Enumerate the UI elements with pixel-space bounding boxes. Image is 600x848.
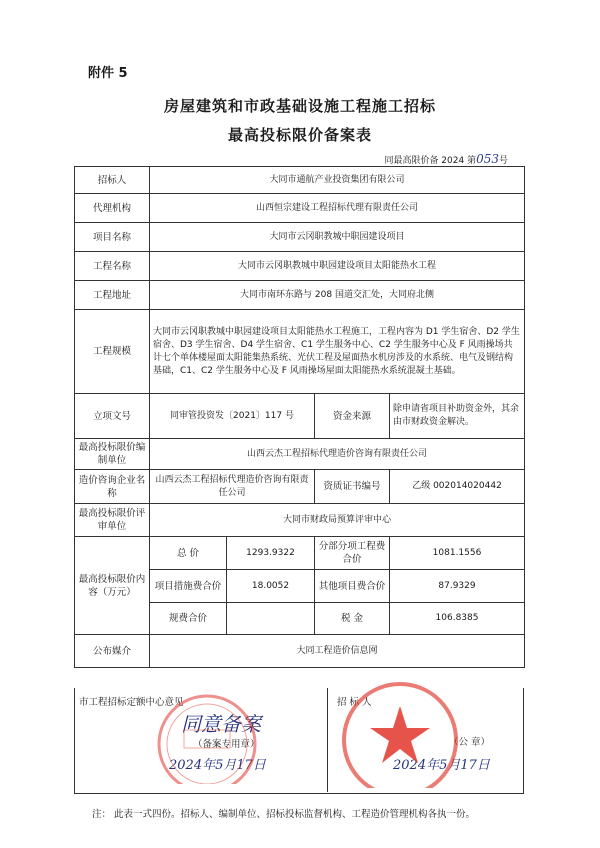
left-date: 2024年5月17日: [169, 758, 266, 773]
cert-label: 资质证书编号: [315, 470, 390, 504]
measure-label: 项目措施费合价: [150, 570, 227, 603]
footnote: 注： 此表一式四份。招标人、编制单位、招标投标监督机构、工程造价管理机构各执一份。: [92, 809, 476, 820]
tax-label: 税 金: [315, 603, 390, 635]
right-title: 招 标 人: [337, 697, 372, 708]
row-media: [75, 635, 525, 668]
row-scale: [75, 310, 525, 394]
compiler-value: 山西云杰工程招标代理造价咨询有限责任公司: [150, 439, 525, 470]
filing-suffix: 号: [498, 156, 508, 166]
consult-value: 山西云杰工程招标代理造价咨询有限责任公司: [150, 470, 315, 504]
consult-label: 造价咨询企业名称: [75, 470, 150, 504]
row-compiler: [75, 439, 525, 470]
other-label: 其他项目费合价: [315, 570, 390, 603]
filing-number-handwritten: 053: [476, 152, 499, 166]
row-reviewer: [75, 504, 525, 537]
fund-source-value: 除申请省项目补助资金外，其余由市财政资金解决。: [390, 394, 525, 439]
scale-label: 工程规模: [75, 310, 150, 394]
row-project: [75, 223, 525, 252]
row-approval: [75, 394, 525, 439]
approval-value: 同审管投资发〔2021〕117 号: [150, 394, 315, 439]
total-label: 总 价: [150, 537, 227, 570]
tenderer-label: 招标人: [75, 167, 150, 194]
sub-value: 1081.1556: [390, 537, 525, 570]
tenderer-value: 大同市通航产业投资集团有限公司: [150, 167, 525, 194]
measure-value: 18.0052: [227, 570, 315, 603]
left-seal-note: （备案专用章）: [193, 739, 260, 750]
left-opinion-title: 市工程招标定额中心意见: [79, 697, 184, 708]
right-date: 2024年5月17日: [393, 758, 490, 773]
tax-value: 106.8385: [390, 603, 525, 635]
tenderer-seal-icon: [330, 676, 470, 788]
left-signature: 同意备案: [181, 712, 261, 736]
fee-value: [227, 603, 315, 635]
row-agency: [75, 194, 525, 223]
filing-prefix: 同最高限价备 2024 第: [384, 156, 477, 166]
address-label: 工程地址: [75, 281, 150, 310]
fee-label: 规费合价: [150, 603, 227, 635]
agency-value: 山西恒宗建设工程招标代理有限责任公司: [150, 194, 525, 223]
cert-value: 乙级 002014020442: [390, 470, 525, 504]
project-label: 项目名称: [75, 223, 150, 252]
agency-label: 代理机构: [75, 194, 150, 223]
sub-label: 分部分项工程费合价: [315, 537, 390, 570]
filing-seal-icon: [146, 690, 268, 784]
other-value: 87.9329: [390, 570, 525, 603]
row-consult: [75, 470, 525, 504]
row-tenderer: [75, 167, 525, 194]
filing-number: [384, 152, 508, 166]
filing-table: [74, 166, 525, 668]
address-value: 大同市南环东路与 208 国道交汇处，大同府北侧: [150, 281, 525, 310]
reviewer-label: 最高投标限价评审单位: [75, 504, 150, 537]
row-total: [75, 537, 525, 570]
row-address: [75, 281, 525, 310]
project-value: 大同市云冈职教城中职园建设项目: [150, 223, 525, 252]
total-value: 1293.9322: [227, 537, 315, 570]
compiler-label: 最高投标限价编制单位: [75, 439, 150, 470]
title-line-2: 最高投标限价备案表: [227, 126, 372, 144]
attachment-label: 附件 5: [88, 66, 128, 81]
signature-divider: [327, 688, 328, 792]
media-value: 大同工程造价信息网: [150, 635, 525, 668]
scale-value: 大同市云冈职教城中职园建设项目太阳能热水工程施工，工程内容为 D1 学生宿舍、D2 学生宿舍、D3 学生宿舍、D4 学生宿舍、C1 学生服务中心、C2 学生服务中心及 F 风雨操场共计七个单体楼屋面太阳能集热系统、光伏工程及屋面热水机房涉及的水系统、电气及钢结构基础，C1、C2 学生服务中心及 F 风雨操场屋面太阳能热水系统混凝土基础。: [150, 310, 525, 394]
reviewer-value: 大同市财政局预算评审中心: [150, 504, 525, 537]
content-label: 最高投标限价内容（万元）: [75, 537, 150, 635]
title-line-1: 房屋建筑和市政基础设施工程施工招标: [163, 97, 436, 115]
engineering-value: 大同市云冈职教城中职园建设项目太阳能热水工程: [150, 252, 525, 281]
fund-source-label: 资金来源: [315, 394, 390, 439]
row-engineering: [75, 252, 525, 281]
right-seal-note: （公 章）: [449, 737, 491, 748]
media-label: 公布媒介: [75, 635, 150, 668]
engineering-label: 工程名称: [75, 252, 150, 281]
approval-label: 立项文号: [75, 394, 150, 439]
